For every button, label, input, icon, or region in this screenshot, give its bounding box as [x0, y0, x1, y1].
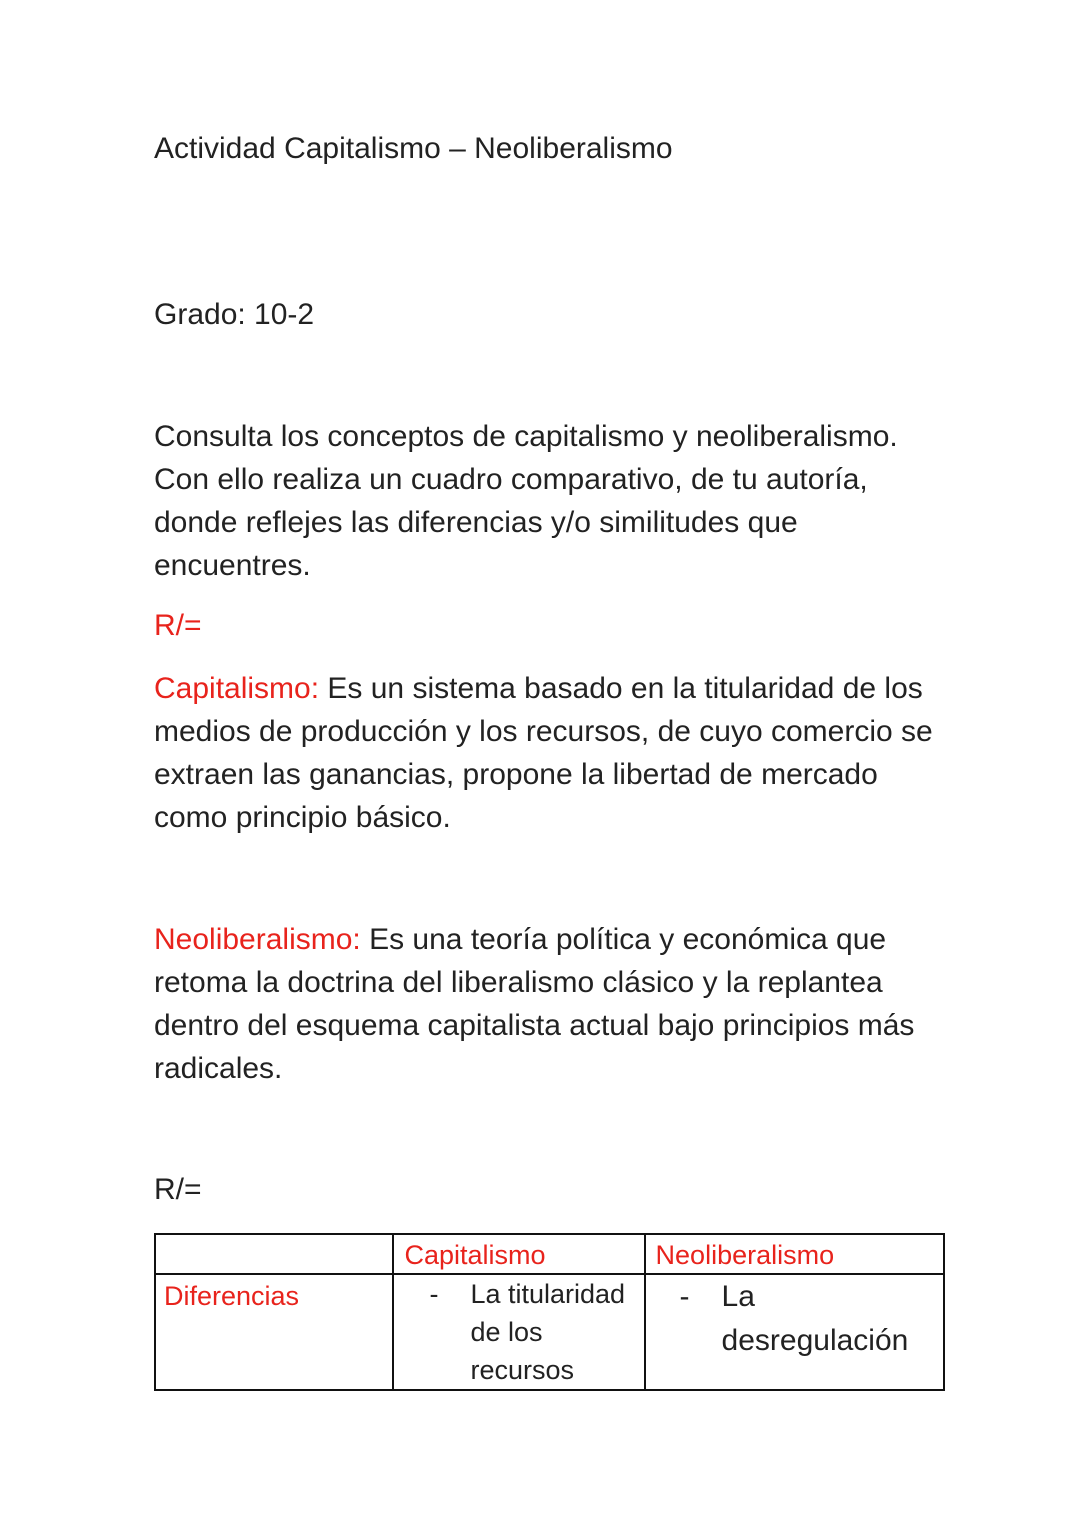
definition-capitalismo: [154, 667, 944, 839]
comparison-table: [154, 1233, 945, 1391]
capitalismo-cell: [393, 1274, 644, 1390]
header-capitalismo-label: Capitalismo: [404, 1240, 546, 1270]
list-item: [394, 1275, 643, 1389]
answer-marker-1: R/=: [154, 609, 202, 642]
dash-bullet: -: [679, 1280, 690, 1313]
neoliberalismo-item-text: La desregulación: [721, 1280, 909, 1357]
header-capitalismo: [393, 1234, 644, 1274]
header-neoliberalismo: [645, 1234, 944, 1274]
table-header-row: [155, 1234, 944, 1274]
document-title: Actividad Capitalismo – Neoliberalismo: [154, 132, 673, 165]
header-neoliberalismo-label: Neoliberalismo: [655, 1240, 835, 1270]
header-empty-cell: [155, 1234, 393, 1274]
table-row: [155, 1274, 944, 1390]
answer-marker-2: R/=: [154, 1173, 202, 1206]
definition-neoliberalismo: [154, 918, 944, 1090]
capitalismo-item-text: La titularidad de los recursos: [470, 1279, 626, 1385]
term-capitalismo: Capitalismo:: [154, 672, 320, 705]
grade-label: Grado: 10-2: [154, 298, 315, 331]
list-item: [646, 1275, 943, 1363]
definition-neoliberalismo-text: Es una teoría política y económica que retoma la doctrina del liberalismo clásico y la replantea dentro del esquema capitalista actual bajo principios más radicales.: [154, 923, 915, 1085]
instructions-paragraph: Consulta los conceptos de capitalismo y neoliberalismo. Con ello realiza un cuadro comparativo, de tu autoría, donde reflejes las diferencias y/o similitudes que encuentres.: [154, 420, 898, 582]
dash-bullet: -: [429, 1279, 439, 1309]
row-label-diferencias: Diferencias: [164, 1281, 300, 1311]
row-label-cell: [155, 1274, 393, 1390]
definition-capitalismo-text: Es un sistema basado en la titularidad de los medios de producción y los recursos, de cuyo comercio se extraen las ganancias, propone la libertad de mercado como principio básico.: [154, 672, 933, 834]
term-neoliberalismo: Neoliberalismo:: [154, 923, 361, 956]
neoliberalismo-cell: [645, 1274, 944, 1390]
